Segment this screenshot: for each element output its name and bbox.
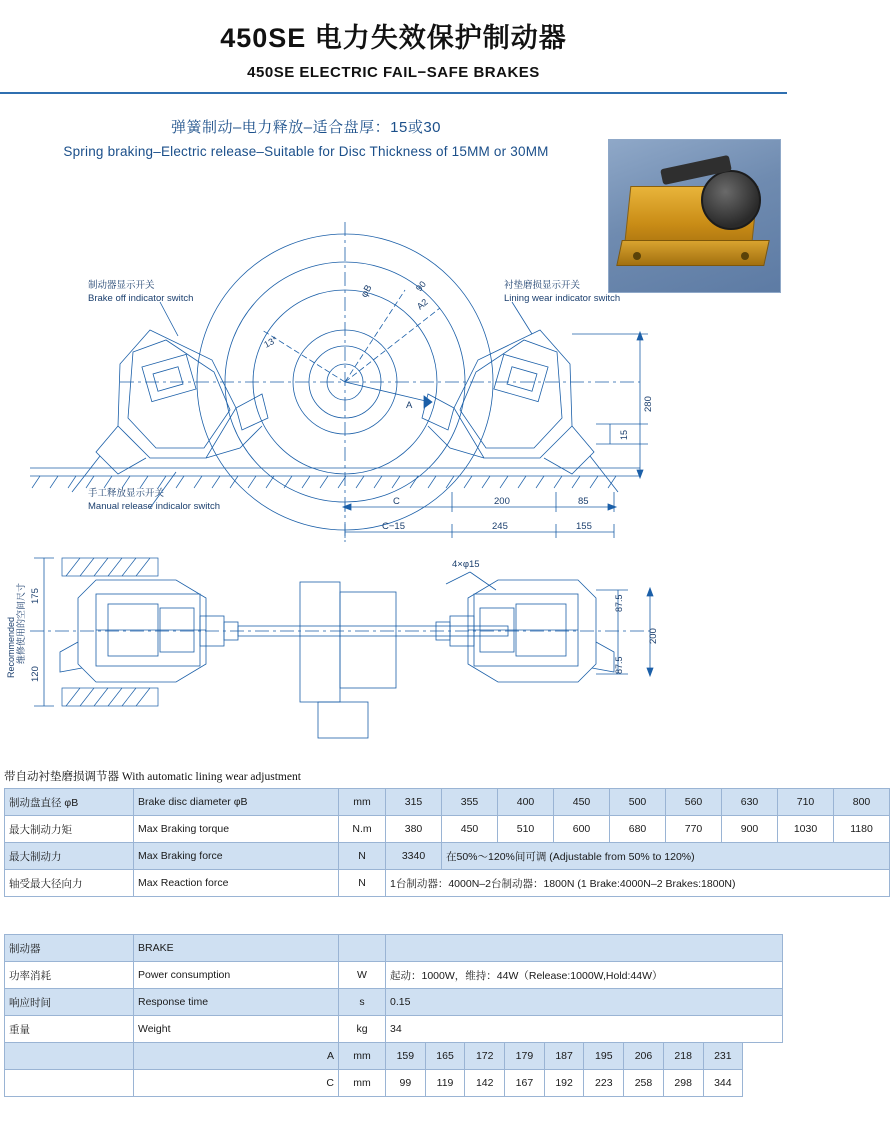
row-label-en: Power consumption [134,962,339,989]
table-note: 带自动衬垫磨损调节器 With automatic lining wear adjustment [4,771,301,783]
drawing-left-label-cn: 维修使用的空间尺寸 [16,582,26,664]
table-row [5,989,783,1016]
page-title-cn: 450SE 电力失效保护制动器 [220,23,567,53]
dim-A: A [406,400,413,411]
row-label-en: Brake disc diameter φB [134,789,339,816]
row-value: 167 [505,1070,545,1097]
table-row [5,843,890,870]
dim-4xphi15: 4×φ15 [452,559,480,570]
row-unit: mm [339,789,386,816]
header-divider [0,92,787,94]
dim-15: 15 [619,429,629,440]
row-value: 1030 [778,816,834,843]
dim-120: 120 [30,666,41,682]
spec-table-main [4,788,890,897]
row-value: 500 [610,789,666,816]
table-row [5,816,890,843]
row-value: 231 [703,1043,743,1070]
row-value: 630 [722,789,778,816]
row-value-wide: 在50%～120%间可调 (Adjustable from 50% to 120%) [442,843,890,870]
dim-155: 155 [576,521,592,532]
row-value-wide: 34 [386,1016,783,1043]
drawing-callout-3-cn: 手工释放显示开关 [88,488,165,499]
row-value: 142 [465,1070,505,1097]
row-value-first: 3340 [386,843,442,870]
row-unit: kg [339,1016,386,1043]
row-value: 165 [425,1043,465,1070]
drawing-left-label-en: Recommended [6,616,16,678]
row-value: 187 [544,1043,584,1070]
row-value: 380 [386,816,442,843]
dim-200-plan: 200 [648,628,659,644]
row-value: 119 [425,1070,465,1097]
row-value: 218 [663,1043,703,1070]
dim-280: 280 [643,396,654,412]
row-label-en: Weight [134,1016,339,1043]
technical-drawing [0,212,787,752]
row-label-en: Max Braking force [134,843,339,870]
row-value: 560 [666,789,722,816]
row-label-en: BRAKE [134,935,339,962]
dim-C: C [393,496,400,507]
row-value: 600 [554,816,610,843]
dim-87-5-bottom: 87.5 [614,656,624,674]
row-value: 710 [778,789,834,816]
row-value-wide: 0.15 [386,989,783,1016]
drawing-callout-2-cn: 衬垫磨损显示开关 [504,280,581,291]
subtitle-en: Spring braking–Electric release–Suitable for Disc Thickness of 15MM or 30MM [63,144,549,159]
row-value: 223 [584,1070,624,1097]
row-value: 680 [610,816,666,843]
page-title-en: 450SE ELECTRIC FAIL−SAFE BRAKES [247,64,540,81]
row-value-wide [386,935,783,962]
dim-245: 245 [492,521,508,532]
row-label-en: Max Braking torque [134,816,339,843]
dim-C15: C−15 [382,521,405,532]
table-row [5,870,890,897]
dim-13deg: 13° [262,334,279,350]
row-unit: mm [339,1043,386,1070]
row-unit: N [339,870,386,897]
row-unit: s [339,989,386,1016]
page-root [0,16,873,1144]
dim-200: 200 [494,496,510,507]
dim-phiB: φB [358,283,375,300]
row-value: 510 [498,816,554,843]
table-row [5,935,783,962]
row-label-en: Max Reaction force [134,870,339,897]
row-value: 192 [544,1070,584,1097]
row-unit [339,935,386,962]
row-label-en: Response time [134,989,339,1016]
dim-90: 90 [413,279,428,294]
dim-A2: A2 [414,296,430,312]
table-row [5,1070,783,1097]
dim-row-letter: A [134,1043,339,1070]
row-value: 206 [624,1043,664,1070]
row-value: 1180 [834,816,890,843]
dim-85: 85 [578,496,589,507]
row-label-cn: 最大制动力 [5,843,134,870]
row-value: 172 [465,1043,505,1070]
dim-87-5-top: 87.5 [614,594,624,612]
row-unit: mm [339,1070,386,1097]
row-value: 450 [442,816,498,843]
drawing-callout-2-en: Lining wear indicator switch [504,293,621,304]
row-value: 355 [442,789,498,816]
drawing-callout-1-en: Brake off indicator switch [88,293,194,304]
row-label-cn: 重量 [5,1016,134,1043]
row-unit: N [339,843,386,870]
row-label-cn: 轴受最大径向力 [5,870,134,897]
row-value-wide: 起动：1000W，维持：44W（Release:1000W,Hold:44W） [386,962,783,989]
row-label-cn: 制动器 [5,935,134,962]
row-value: 298 [663,1070,703,1097]
drawing-callout-3-en: Manual release indicalor switch [88,501,221,512]
table-row [5,1016,783,1043]
row-value-wide: 1台制动器：4000N–2台制动器：1800N (1 Brake:4000N–2 Brakes:1800N) [386,870,890,897]
table-row [5,1043,783,1070]
spec-table-brake [4,934,783,1097]
row-unit: W [339,962,386,989]
subtitle-cn: 弹簧制动–电力释放–适合盘厚：15或30 [170,119,442,136]
row-label-cn: 制动盘直径 φB [5,789,134,816]
dim-175: 175 [30,588,41,604]
row-value: 800 [834,789,890,816]
drawing-callout-1-cn: 制动器显示开关 [88,280,155,291]
row-value: 315 [386,789,442,816]
row-value: 900 [722,816,778,843]
row-value: 195 [584,1043,624,1070]
row-label-cn: 最大制动力矩 [5,816,134,843]
table-row [5,962,783,989]
row-value: 450 [554,789,610,816]
row-value: 179 [505,1043,545,1070]
row-unit: N.m [339,816,386,843]
row-label-cn: 响应时间 [5,989,134,1016]
row-value: 99 [386,1070,426,1097]
dim-row-letter: C [134,1070,339,1097]
row-value: 258 [624,1070,664,1097]
row-value: 344 [703,1070,743,1097]
table-row [5,789,890,816]
row-value: 159 [386,1043,426,1070]
row-value: 400 [498,789,554,816]
row-value: 770 [666,816,722,843]
subtitle-block [0,116,606,159]
row-label-cn: 功率消耗 [5,962,134,989]
